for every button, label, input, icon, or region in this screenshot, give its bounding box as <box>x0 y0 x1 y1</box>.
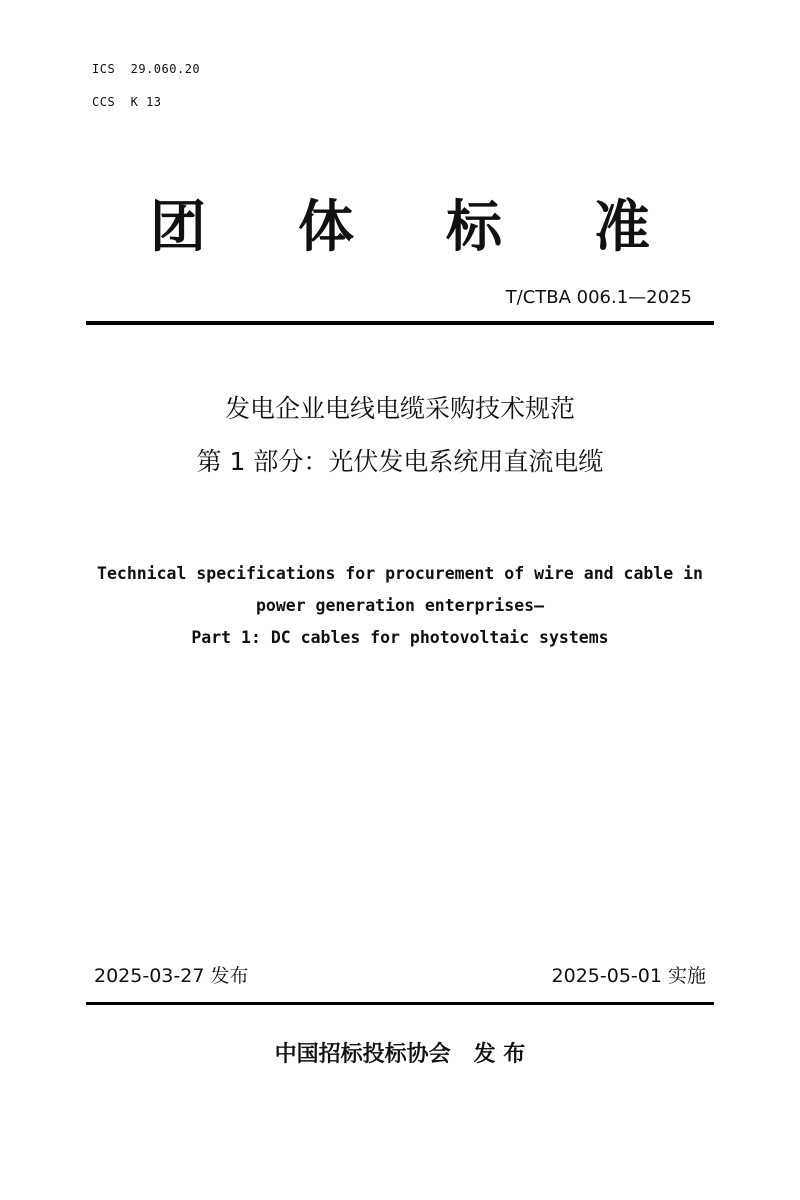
standard-number: T/CTBA 006.1—2025 <box>505 287 692 308</box>
english-title-line-3: Part 1: DC cables for photovoltaic systems <box>191 628 609 647</box>
bottom-divider <box>86 1002 714 1005</box>
standard-type-char: 准 <box>594 195 650 260</box>
standard-type-title <box>150 188 650 268</box>
publisher: 中国招标投标协会 发 布 <box>274 1042 526 1067</box>
chinese-title-line-2: 第 1 部分：光伏发电系统用直流电缆 <box>196 447 604 476</box>
ccs-code: CCS K 13 <box>92 95 162 109</box>
standard-type-char: 体 <box>298 195 354 260</box>
standard-type-char: 标 <box>446 195 502 260</box>
effective-date: 2025-05-01 实施 <box>551 965 706 987</box>
english-title-line-2: power generation enterprises— <box>255 596 545 615</box>
english-title-line-1: Technical specifications for procurement of wire and cable in <box>97 564 703 583</box>
top-divider <box>86 321 714 325</box>
issue-date: 2025-03-27 发布 <box>94 965 249 987</box>
chinese-title-line-1: 发电企业电线电缆采购技术规范 <box>224 394 575 423</box>
ics-code: ICS 29.060.20 <box>92 62 201 76</box>
standard-type-char: 团 <box>150 195 206 260</box>
